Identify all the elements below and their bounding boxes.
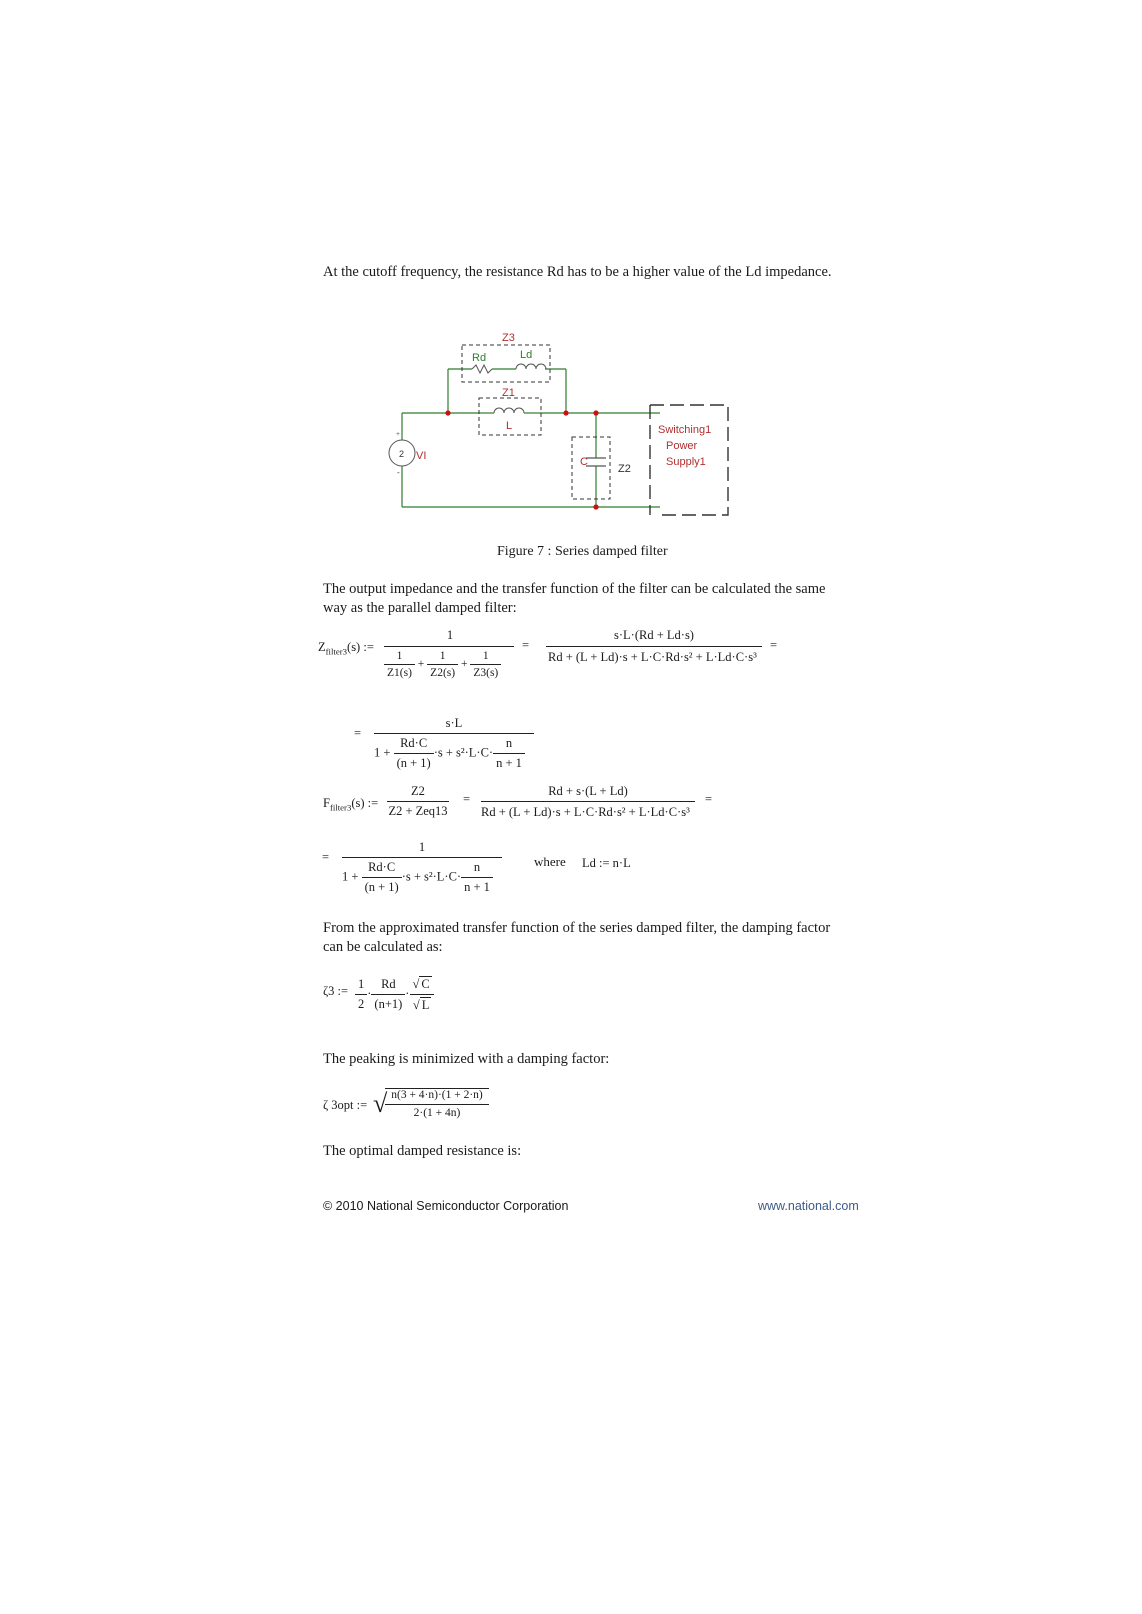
footer-url[interactable]: www.national.com [758, 1199, 859, 1213]
inductor-l [494, 408, 524, 413]
label-c: C [580, 456, 588, 468]
label-z1: Z1 [502, 387, 515, 399]
inductor-ld [516, 364, 546, 369]
z-rhs-den: Rd + (L + Ld)·s + L·C·Rd·s² + L·Ld·C·s³ [548, 650, 757, 664]
junction-nodes [445, 410, 598, 509]
supply-label-1: Switching1 [658, 424, 712, 436]
capacitor-c [586, 458, 606, 466]
equation-zeta: ζ3 := $\frac{1}{2}$ · $\frac{Rd}{(n+1)}$ · $\frac{√ C}{√ L}$ [323, 972, 463, 1012]
footer-copyright: © 2010 National Semiconductor Corporation [323, 1199, 569, 1213]
output-paragraph: The output impedance and the transfer function of the filter can be calculated the same way as the parallel damped filter: [323, 581, 826, 616]
resistor-rd [472, 365, 492, 373]
equation-z-approx: = s·L 1 + $\frac{Rd\cdot C}{(n + 1)}$ ·s + s²·L·C· $\frac{n}{n + 1}$ [354, 716, 554, 776]
label-z2: Z2 [618, 463, 631, 475]
equation-f-approx: = 1 1 + $\frac{Rd\cdot C}{(n + 1)}$ ·s + s²·L·C· $\frac{n}{n + 1}$ where Ld := n·L [322, 840, 631, 894]
equation-f-filter: $F_{filter3}(s)$ := Z2 Z2 + Zeq13 = Rd + s·(L + Ld) Rd + (L + Ld)·s + L·C·Rd·s² + L·Ld·C·s³ = [323, 784, 713, 819]
label-z3: Z3 [502, 332, 515, 344]
label-ld: Ld [520, 349, 533, 361]
equation-zeta-opt: ζ 3opt := √ n(3 + 4·n)·(1 + 2·n) 2·(1 + 4n) [323, 1086, 523, 1126]
z-lhs: Z [318, 640, 326, 654]
svg-text:+: + [396, 430, 400, 438]
optimal-paragraph: The optimal damped resistance is: [323, 1143, 522, 1159]
peaking-paragraph: The peaking is minimized with a damping factor: [323, 1051, 610, 1067]
figure-caption: Figure 7 : Series damped filter [497, 544, 668, 559]
series-damped-filter-diagram [380, 325, 740, 525]
equation-z-filter: $Z_{filter3}(s)$ := 1 $\frac{1}{Z1(s)}$ + $\frac{1}{Z2(s)}$ + $\frac{1}{Z3(s)}$ = s·L·(Rd + Ld·s) Rd + (L + Ld)·s + L·C·Rd·s² + L·Ld·C·s³ = [318, 628, 778, 679]
z-one: 1 [446, 628, 454, 642]
source-glyph: 2 [399, 449, 405, 459]
ld-definition: Ld := n·L [582, 856, 631, 870]
damping-paragraph: From the approximated transfer function of the series damped filter, the damping factor can be calculated as: [323, 920, 831, 955]
label-vi: VI [416, 450, 427, 462]
label-rd: Rd [472, 352, 487, 364]
svg-text:-: - [397, 468, 400, 477]
circuit-wires [402, 369, 660, 507]
z-rhs-num: s·L·(Rd + Ld·s) [614, 628, 694, 642]
intro-paragraph: At the cutoff frequency, the resistance Rd has to be a higher value of the Ld impedance. [323, 264, 832, 280]
supply-label-2: Power [666, 440, 698, 452]
where-label: where [534, 854, 566, 869]
label-l: L [506, 420, 513, 432]
supply-label-3: Supply1 [666, 456, 706, 468]
